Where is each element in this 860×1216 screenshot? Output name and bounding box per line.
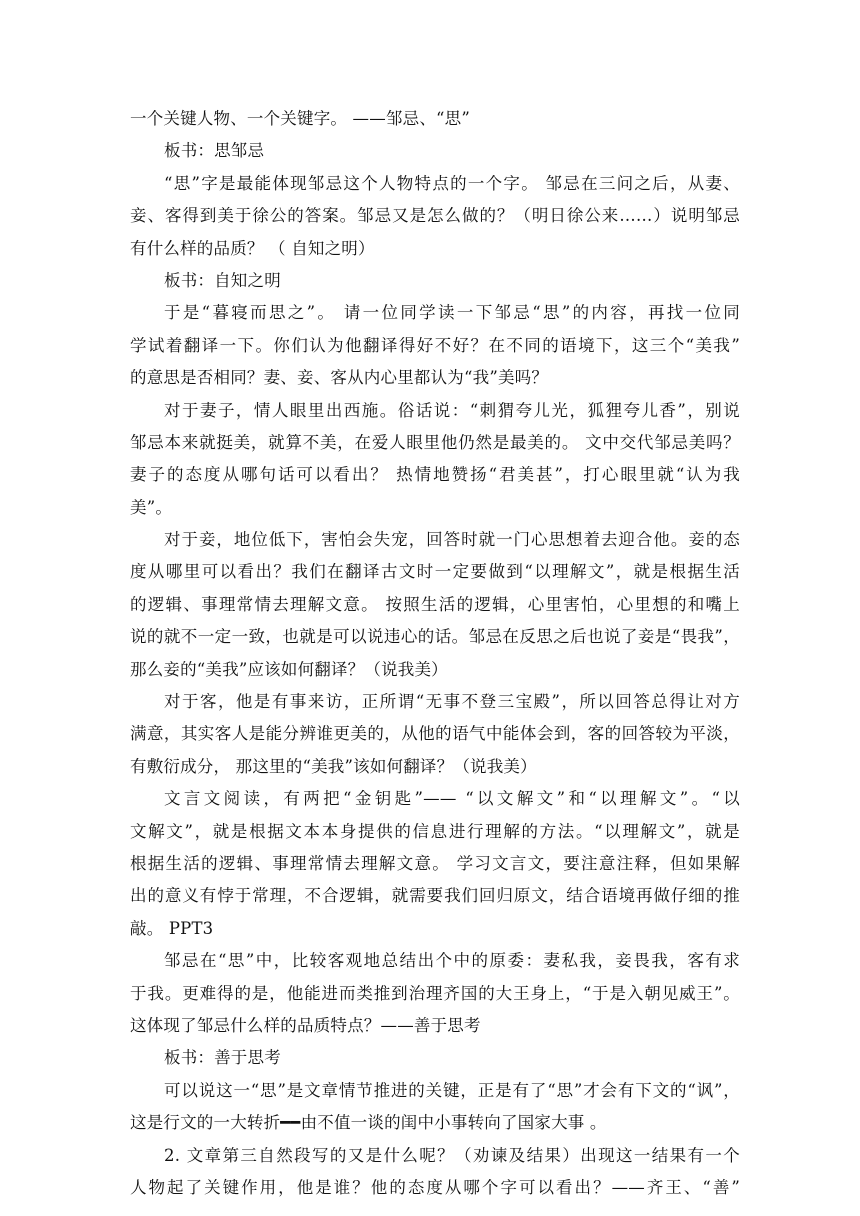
text-line: 文言文阅读，有两把“金钥匙”—— “以文解文”和“以理解文”。“以 [164, 789, 740, 809]
text-line: 说的就不一定一致，也就是可以说违心的话。邹忌在反思之后也说了妾是“畏我”， [130, 627, 740, 647]
text-line: 对于妻子，情人眼里出西施。俗话说：“刺猬夸儿光，狐狸夸儿香”，别说 [164, 400, 740, 420]
text-line: 板书：善于思考 [164, 1048, 281, 1068]
text-line: 出的意义有悖于常理，不合逻辑，就需要我们回归原文，结合语境再做仔细的推 [130, 886, 740, 906]
text-line: 对于妾，地位低下，害怕会失宠，回答时就一门心思想着去迎合他。妾的态 [164, 530, 740, 550]
text-line: 可以说这一“思”是文章情节推进的关键，正是有了“思”才会有下文的“讽”， [164, 1080, 740, 1100]
text-line: 文解文”，就是根据文本本身提供的信息进行理解的方法。“以理解文”，就是 [130, 821, 740, 841]
text-line: 满意，其实客人是能分辨谁更美的，从他的语气中能体会到，客的回答较为平淡， [130, 724, 740, 744]
text-line: 度从哪里可以看出？我们在翻译古文时一定要做到“以理解文”，就是根据生活 [130, 562, 740, 582]
text-line: 一个关键人物、一个关键字。 ——邹忌、“思” [130, 109, 471, 128]
text-line: 敲。 PPT3 [130, 918, 214, 938]
text-line: 2. 文章第三自然段写的又是什么呢？（劝谏及结果）出现这一结果有一个 [164, 1145, 740, 1165]
text-line: 那么妾的“美我”应该如何翻译？（说我美） [130, 659, 448, 679]
text-line: 对于客，他是有事来访，正所谓“无事不登三宝殿”，所以回答总得让对方 [164, 692, 740, 712]
text-line: 妾、客得到美于徐公的答案。邹忌又是怎么做的？（明日徐公来……）说明邹忌 [130, 206, 740, 226]
text-line: 有敷衍成分， 那这里的“美我”该如何翻译？（说我美） [130, 756, 537, 776]
text-line: 于是“暮寝而思之”。 请一位同学读一下邹忌“思”的内容，再找一位同 [164, 303, 740, 323]
text-line: 邹忌在“思”中，比较客观地总结出个中的原委：妻私我，妾畏我，客有求 [164, 951, 740, 971]
text-line: 根据生活的逻辑、事理常情去理解文意。 学习文言文，要注意注释，但如果解 [130, 853, 740, 873]
text-line: 的逻辑、事理常情去理解文意。 按照生活的逻辑，心里害怕，心里想的和嘴上 [130, 594, 740, 614]
text-line: 这是行文的一大转折━━由不值一谈的闺中小事转向了国家大事 。 [130, 1113, 607, 1133]
document-page [130, 103, 740, 1204]
text-line: 板书：自知之明 [164, 270, 281, 290]
text-line: 美”。 [130, 497, 173, 517]
text-line: 学试着翻译一下。你们认为他翻译得好不好？在不同的语境下，这三个“美我” [130, 335, 740, 355]
text-line: 有什么样的品质？ （ 自知之明） [130, 238, 375, 258]
text-line: 人物起了关键作用，他是谁？他的态度从哪个字可以看出？——齐王、“善” [130, 1177, 740, 1197]
text-line: 板书：思邹忌 [164, 141, 265, 161]
text-line: 这体现了邹忌什么样的品质特点？——善于思考 [130, 1015, 481, 1035]
text-line: 邹忌本来就挺美，就算不美，在爱人眼里他仍然是最美的。 文中交代邹忌美吗？ [130, 432, 740, 452]
text-line: 的意思是否相同？妻、妾、客从内心里都认为“我”美吗？ [130, 368, 549, 388]
text-line: 于我。更难得的是，他能进而类推到治理齐国的大王身上，“于是入朝见威王”。 [130, 983, 740, 1003]
text-line: 妻子的态度从哪句话可以看出？ 热情地赞扬“君美甚”，打心眼里就“认为我 [130, 465, 740, 485]
text-line: “思”字是最能体现邹忌这个人物特点的一个字。 邹忌在三问之后，从妻、 [164, 173, 740, 193]
